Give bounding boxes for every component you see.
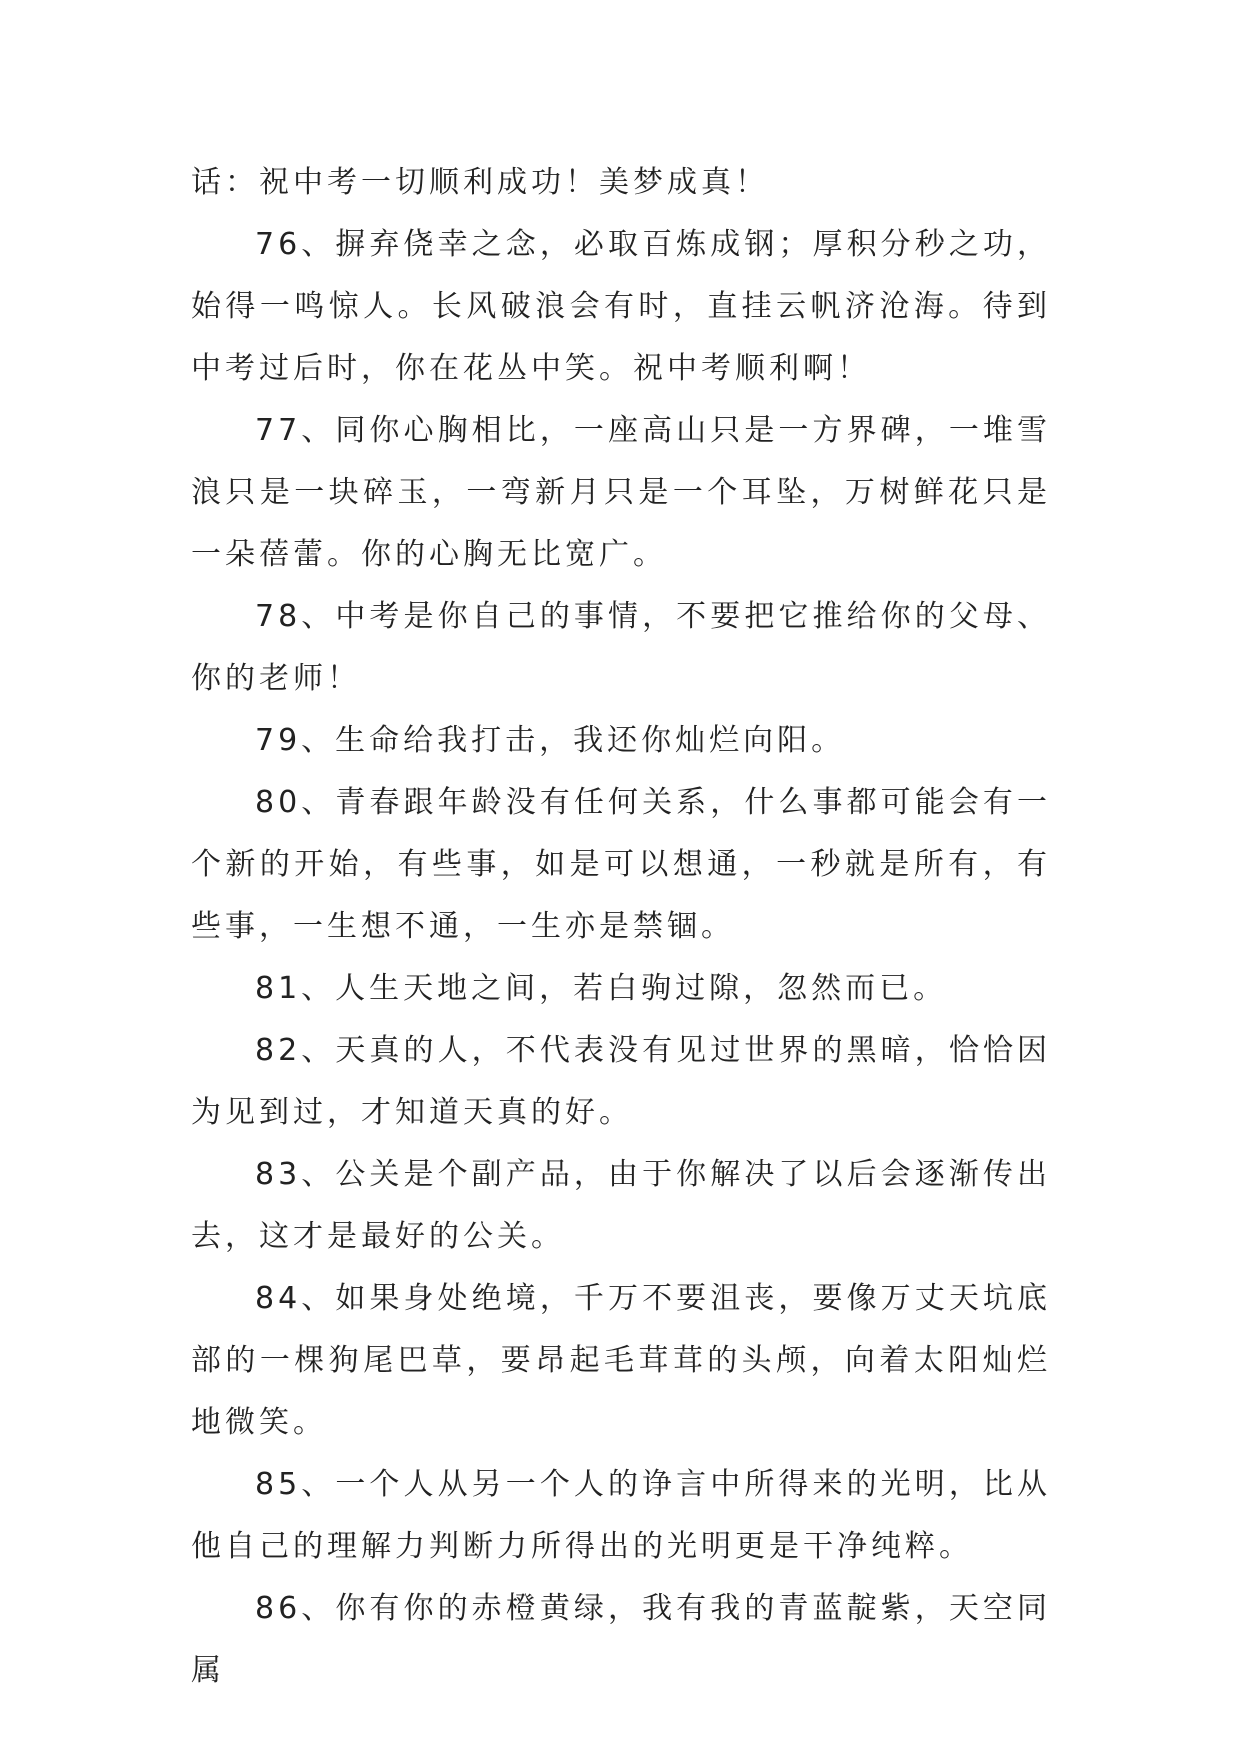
paragraph-79: 79、生命给我打击，我还你灿烂向阳。	[255, 723, 846, 758]
paragraph-77: 77、同你心胸相比，一座高山只是一方界碑，一堆雪浪只是一块碎玉，一弯新月只是一个耳坠，万树鲜花只是一朵蓓蕾。你的心胸无比宽广。	[191, 413, 1051, 572]
paragraph-80: 80、青春跟年龄没有任何关系，什么事都可能会有一个新的开始，有些事，如是可以想通，一秒就是所有，有些事，一生想不通，一生亦是禁锢。	[191, 785, 1051, 944]
paragraph-continuation: 话：祝中考一切顺利成功！美梦成真！	[191, 165, 769, 200]
paragraph-83: 83、公关是个副产品，由于你解决了以后会逐渐传出去，这才是最好的公关。	[191, 1157, 1051, 1254]
paragraph-78: 78、中考是你自己的事情，不要把它推给你的父母、你的老师！	[191, 599, 1051, 696]
paragraph-81: 81、人生天地之间，若白驹过隙，忽然而已。	[255, 971, 948, 1006]
paragraph-85: 85、一个人从另一个人的诤言中所得来的光明，比从他自己的理解力判断力所得出的光明更是干净纯粹。	[191, 1467, 1051, 1564]
document-body	[191, 152, 1051, 1702]
paragraph-86: 86、你有你的赤橙黄绿，我有我的青蓝靛紫，天空同属	[191, 1591, 1051, 1688]
paragraph-84: 84、如果身处绝境，千万不要沮丧，要像万丈天坑底部的一棵狗尾巴草，要昂起毛茸茸的头颅，向着太阳灿烂地微笑。	[191, 1281, 1051, 1440]
paragraph-76: 76、摒弃侥幸之念，必取百炼成钢；厚积分秒之功，始得一鸣惊人。长风破浪会有时，直挂云帆济沧海。待到中考过后时，你在花丛中笑。祝中考顺利啊！	[191, 227, 1051, 386]
paragraph-82: 82、天真的人，不代表没有见过世界的黑暗，恰恰因为见到过，才知道天真的好。	[191, 1033, 1051, 1130]
